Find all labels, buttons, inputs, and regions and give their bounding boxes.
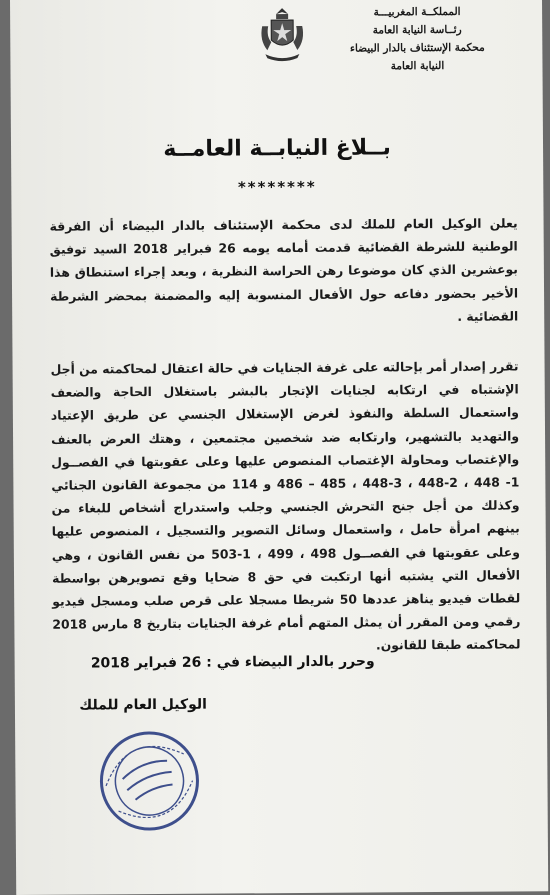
header-kingdom: المملكــة المغربيـــة [373, 5, 461, 19]
separator: ******** [237, 177, 317, 197]
document-title: بــلاغ النيابــة العامــة [163, 135, 391, 162]
header-presidency: رئــاسة النيابة العامة [372, 23, 462, 37]
paragraph-2: تقرر إصدار أمر بإحالته على غرفة الجنايات في حالة اعتقال لمحاكمته من أجل الإشتباه في ارتكابه لجنايات الإتجار بالبشر باستغلال الحاجة والضعف واستعمال السلطة والنفوذ لغرض الإستغلال الجنسي عن طريق الإعتياد والتهديد بالتشهير، وارتكابه ضد شخصين مجتمعين ، وهتك العرض بالعنف والإغتصاب ومحاولة الإغتصاب المنصوص عليها وعلى عقوبتها في الفصــول 1- 448 ، 2-448 ، 3-448 ، 485 – 486 و 114 من مجموعة القانون الجنائي وكذلك من أجل جنح التحرش الجنسي وجلب واستدراج أشخاص للبغاء من بينهم امرأة حامل ، واستعمال وسائل التصوير والتسجيل ، المنصوص عليها وعلى عقوبتها في الفصــول 498 ، 499 ، 1-503 من نفس القانون ، وهي الأفعال التي يشتبه أنها ارتكبت في حق 8 ضحايا وقع تصويرهن بواسطة لقطات فيديو يناهز عددها 50 شريطا مسجلا على قرص صلب ومسجل فيديو رقمي ومن المقرر أن يمثل المتهم أمام غرفة الجنايات بتاريخ 8 مارس 2018 لمحاكمته طبقا للقانون. [50, 358, 521, 653]
date-line: وحرر بالدار البيضاء في : 26 فبراير 2018 [90, 653, 375, 672]
header-court: محكمة الإستئناف بالدار البيضاء [349, 41, 485, 55]
signature-title: الوكيل العام للملك [79, 696, 207, 714]
document-header [332, 3, 502, 76]
paragraph-1: يعلن الوكيل العام للملك لدى محكمة الإستئناف بالدار البيضاء أن الفرقة الوطنية للشرطة القضائية قدمت أمامه يومه 26 فبراير 2018 السيد توفيق بوعشرين الذي كان موضوعا رهن الحراسة النظرية ، وبعد إجراء استنطاق هذا الأخير بحضور دفاعه حول الأفعال المنسوبة إليه والمضمنة بمحضر الشرطة القضائية . [49, 215, 519, 324]
royal-emblem-icon [257, 6, 307, 64]
official-stamp-icon [82, 713, 218, 849]
document-page [10, 0, 548, 895]
header-prosecution: النيابة العامة [390, 59, 445, 73]
